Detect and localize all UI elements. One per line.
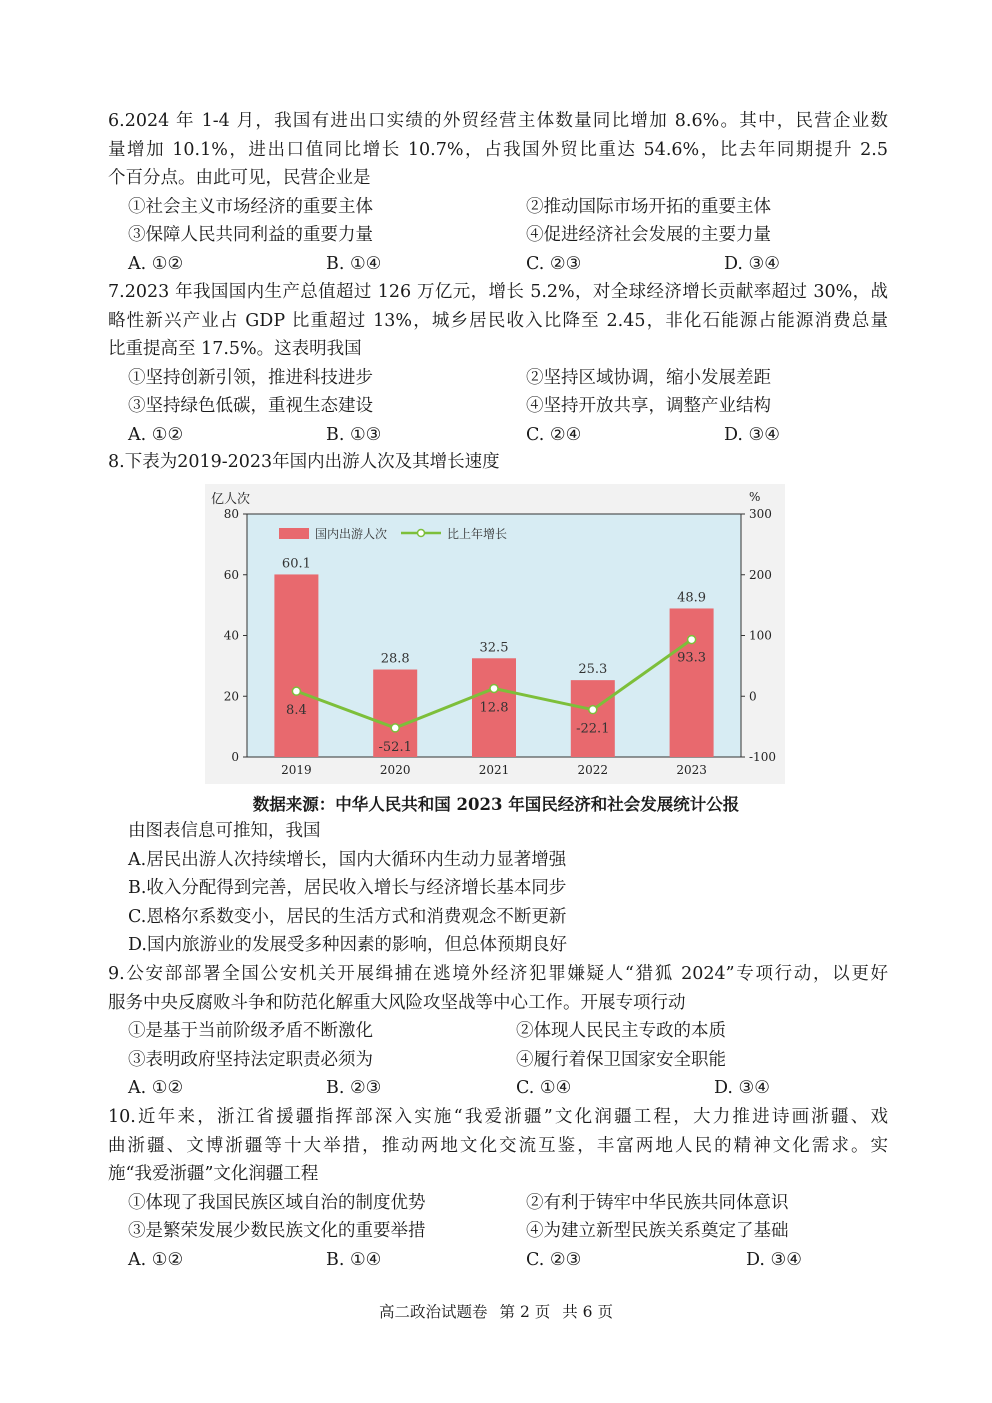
q8-option-d: D.国内旅游业的发展受多种因素的影响，但总体预期良好 <box>128 935 567 955</box>
page-footer <box>0 1300 992 1322</box>
q6-choice-a: A. ①② <box>128 253 184 274</box>
q9-option-3: ③表明政府坚持法定职责必须为 <box>128 1049 373 1070</box>
bar-label-2020: 28.8 <box>380 651 410 667</box>
q10-choice-c: C. ②③ <box>526 1249 582 1270</box>
q10-option-4: ④为建立新型民族关系奠定了基础 <box>526 1221 789 1241</box>
q9-choice-c: C. ①④ <box>516 1078 572 1098</box>
y-left-tick-label: 60 <box>223 567 239 582</box>
legend-bar-label: 国内出游人次 <box>315 527 388 541</box>
growth-label-2020: -52.1 <box>378 739 412 755</box>
q9-choice-b: B. ②③ <box>326 1078 382 1098</box>
q6-stem-line-3: 个百分点。由此可见，民营企业是 <box>108 168 371 188</box>
q7-choice-d: D. ③④ <box>724 424 780 445</box>
q7-option-4: ④坚持开放共享，调整产业结构 <box>526 396 771 416</box>
growth-point-2022 <box>589 706 597 714</box>
y-right-tick-label: -100 <box>749 750 776 764</box>
bar-label-2023: 48.9 <box>677 590 707 606</box>
q8-stem: 8.下表为2019-2023年国内出游人次及其增长速度 <box>108 452 500 472</box>
bar-2023 <box>670 608 714 757</box>
growth-label-2023: 93.3 <box>677 650 707 666</box>
question-8-options <box>108 817 888 960</box>
q6-option-1: ①社会主义市场经济的重要主体 <box>128 196 373 217</box>
q10-choice-d: D. ③④ <box>746 1249 802 1270</box>
growth-point-2023 <box>688 636 696 644</box>
q7-choice-c: C. ②④ <box>526 424 582 445</box>
bar-2022 <box>571 680 615 757</box>
q7-option-3: ③坚持绿色低碳，重视生态建设 <box>128 396 373 416</box>
q10-choice-a: A. ①② <box>128 1249 184 1270</box>
q7-option-2: ②坚持区域协调，缩小发展差距 <box>526 367 771 388</box>
bar-label-2021: 32.5 <box>479 640 509 656</box>
growth-point-2020 <box>391 724 399 732</box>
q8-lead: 由图表信息可推知，我国 <box>128 821 321 841</box>
q6-option-4: ④促进经济社会发展的主要力量 <box>526 225 771 245</box>
q7-choice-a: A. ①② <box>128 424 184 445</box>
x-tick-label-2023: 2023 <box>676 763 707 777</box>
q7-stem-line-1: 7.2023 年我国国内生产总值超过 126 万亿元，增长 5.2%，对全球经济增长贡献率超过 30%，战 <box>108 282 888 302</box>
q7-option-1: ①坚持创新引领，推进科技进步 <box>128 367 373 388</box>
q10-stem-line-2: 曲浙疆、文博浙疆等十大举措，推动两地文化交流互鉴，丰富两地人民的精神文化需求。实 <box>108 1135 888 1156</box>
chart-svg <box>205 484 785 784</box>
q7-stem-line-2: 略性新兴产业占 GDP 比重超过 13%，城乡居民收入比降至 2.45，非化石能源占能源消费总量 <box>108 310 888 331</box>
legend-line-label: 比上年增长 <box>447 527 508 541</box>
q6-option-3: ③保障人民共同利益的重要力量 <box>128 225 373 245</box>
x-tick-label-2021: 2021 <box>478 763 510 777</box>
q8-option-a: A.居民出游人次持续增长，国内大循环内生动力显著增强 <box>128 849 567 870</box>
question-6 <box>108 107 888 278</box>
growth-label-2021: 12.8 <box>479 700 509 716</box>
question-7 <box>108 278 888 449</box>
chart-source: 数据来源：中华人民共和国 2023 年国民经济和社会发展统计公报 <box>252 795 740 814</box>
y-left-tick-label: 0 <box>231 750 239 764</box>
y-axis-right-title: % <box>749 490 761 504</box>
y-left-tick-label: 40 <box>223 628 239 643</box>
tourism-chart <box>205 484 785 784</box>
q9-option-1: ①是基于当前阶级矛盾不断激化 <box>128 1021 373 1041</box>
question-8 <box>108 448 888 477</box>
bar-label-2022: 25.3 <box>578 662 608 678</box>
q8-option-c: C.恩格尔系数变小，居民的生活方式和消费观念不断更新 <box>128 906 567 927</box>
y-right-tick-label: 300 <box>749 507 772 521</box>
y-left-tick-label: 20 <box>223 689 239 704</box>
y-left-tick-label: 80 <box>223 507 239 521</box>
legend-bar-swatch <box>279 528 309 539</box>
q9-choice-a: A. ①② <box>128 1078 184 1098</box>
q9-option-2: ②体现人民民主专政的本质 <box>516 1021 726 1041</box>
q6-choice-c: C. ②③ <box>526 253 582 274</box>
q6-stem-line-2: 量增加 10.1%，进出口值同比增长 10.7%，占我国外贸比重达 54.6%，比去年同期提升 2.5 <box>108 139 888 160</box>
growth-label-2022: -22.1 <box>576 721 610 737</box>
q10-stem-line-3: 施“我爱浙疆”文化润疆工程 <box>108 1164 319 1184</box>
footer-title: 高二政治试题卷 <box>379 1303 488 1321</box>
y-right-tick-label: 200 <box>749 567 772 582</box>
q10-option-2: ②有利于铸牢中华民族共同体意识 <box>526 1192 789 1213</box>
q8-option-b: B.收入分配得到完善，居民收入增长与经济增长基本同步 <box>128 878 567 898</box>
x-tick-label-2019: 2019 <box>281 763 312 777</box>
q10-option-3: ③是繁荣发展少数民族文化的重要举措 <box>128 1221 426 1241</box>
y-axis-left-title: 亿人次 <box>211 492 251 507</box>
q10-choice-b: B. ①④ <box>326 1249 382 1270</box>
q7-choice-b: B. ①③ <box>326 424 382 445</box>
bar-label-2019: 60.1 <box>281 556 311 572</box>
q9-stem-line-1: 9.公安部部署全国公安机关开展缉捕在逃境外经济犯罪嫌疑人“猎狐 2024”专项行动，以更好 <box>108 964 888 984</box>
q6-option-2: ②推动国际市场开拓的重要主体 <box>526 196 771 217</box>
q10-option-1: ①体现了我国民族区域自治的制度优势 <box>128 1192 426 1213</box>
q6-choice-d: D. ③④ <box>724 253 780 274</box>
q9-stem-line-2: 服务中央反腐败斗争和防范化解重大风险攻坚战等中心工作。开展专项行动 <box>108 992 686 1013</box>
legend-line-marker <box>418 530 425 537</box>
q6-choice-b: B. ①④ <box>326 253 382 274</box>
y-right-tick-label: 100 <box>749 628 772 643</box>
bar-2019 <box>274 574 318 757</box>
question-9 <box>108 960 888 1103</box>
q9-option-4: ④履行着保卫国家安全职能 <box>516 1049 726 1070</box>
y-right-tick-label: 0 <box>749 689 757 704</box>
question-10 <box>108 1103 888 1274</box>
q9-choice-d: D. ③④ <box>714 1078 770 1098</box>
q6-stem-line-1: 6.2024 年 1-4 月，我国有进出口实绩的外贸经营主体数量同比增加 8.6%。其中，民营企业数 <box>108 111 888 131</box>
growth-point-2021 <box>490 684 498 692</box>
q7-stem-line-3: 比重提高至 17.5%。这表明我国 <box>108 339 362 359</box>
footer-total: 共 6 页 <box>562 1303 613 1321</box>
x-tick-label-2020: 2020 <box>379 763 411 777</box>
growth-label-2019: 8.4 <box>286 703 307 719</box>
footer-page: 第 2 页 <box>499 1303 551 1321</box>
q10-stem-line-1: 10.近年来，浙江省援疆指挥部深入实施“我爱浙疆”文化润疆工程，大力推进诗画浙疆、戏 <box>108 1107 888 1127</box>
growth-point-2019 <box>292 687 300 695</box>
x-tick-label-2022: 2022 <box>577 763 609 777</box>
